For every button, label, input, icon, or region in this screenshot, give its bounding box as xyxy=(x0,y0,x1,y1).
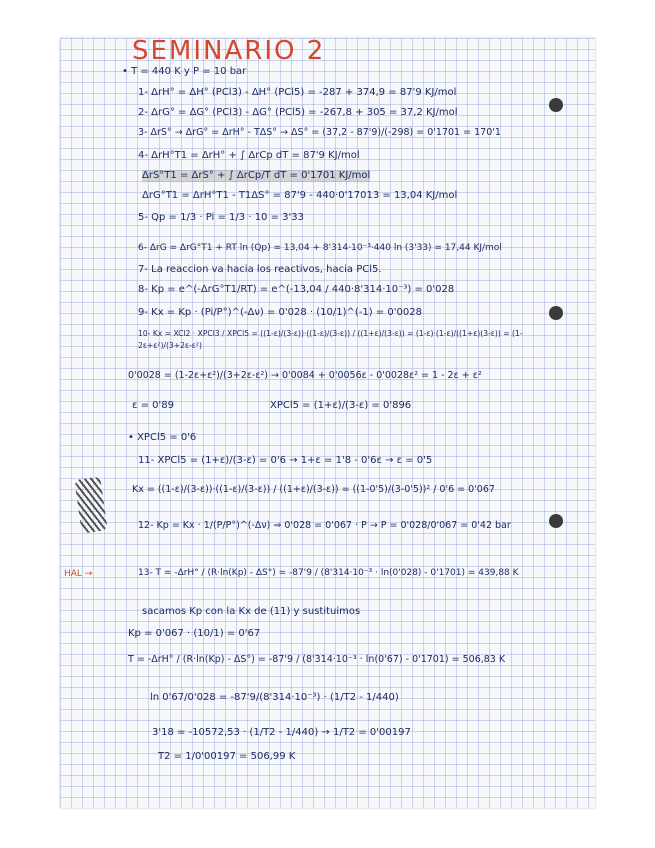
step-4: 4- ΔrH°T1 = ΔrH° + ∫ ΔrCp dT = 87'9 KJ/mol xyxy=(138,150,360,161)
substitution-note: sacamos Kp con la Kx de (11) y sustituimos xyxy=(142,606,361,617)
step-4-gibbs: ΔrG°T1 = ΔrH°T1 - T1ΔS° = 87'9 - 440·0'17013 = 13,04 KJ/mol xyxy=(142,190,458,201)
vant-hoff-equation: ln 0'67/0'028 = -87'9/(8'314·10⁻³) · (1/T2 - 1/440) xyxy=(150,692,399,703)
step-12: 12- Kp = Kx · 1/(P/P°)^(-Δν) ⇒ 0'028 = 0'067 · P → P = 0'028/0'067 = 0'42 bar xyxy=(138,520,511,531)
kp-recalc: Kp = 0'067 · (10/1) = 0'67 xyxy=(128,628,261,639)
binder-hole xyxy=(549,514,563,528)
page-title: SEMINARIO 2 xyxy=(132,36,326,66)
vant-hoff-step: 3'18 = -10572,53 · (1/T2 - 1/440) → 1/T2 = 0'00197 xyxy=(152,727,411,738)
conditions-line: • T = 440 K y P = 10 bar xyxy=(122,66,247,77)
step-2: 2- ΔrG° = ΔG° (PCl3) - ΔG° (PCl5) = -267,8 + 305 = 37,2 KJ/mol xyxy=(138,107,458,118)
step-1: 1- ΔrH° = ΔH° (PCl3) - ΔH° (PCl5) = -287 + 374,9 = 87'9 KJ/mol xyxy=(138,87,457,98)
new-condition: • XPCl5 = 0'6 xyxy=(128,432,197,443)
step-8: 8- Kp = e^(-ΔrG°T1/RT) = e^(-13,04 / 440·8'314·10⁻³) = 0'028 xyxy=(138,284,455,295)
binder-hole xyxy=(549,98,563,112)
step-11-kx: Kx = ((1-ε)/(3-ε))·((1-ε)/(3-ε)) / ((1+ε)/(3-ε)) = ((1-0'5)/(3-0'5))² / 0'6 = 0'067 xyxy=(132,484,495,495)
step-5: 5- Qp = 1/3 · Pi = 1/3 · 10 = 3'33 xyxy=(138,212,304,223)
xpcl5-result: XPCl5 = (1+ε)/(3-ε) = 0'896 xyxy=(270,400,412,411)
hal-margin-mark: HAL → xyxy=(64,569,93,579)
binder-hole xyxy=(549,306,563,320)
step-13: 13- T = -ΔrH° / (R·ln(Kp) - ΔS°) = -87'9 / (8'314·10⁻³ · ln(0'028) - 0'1701) = 439,88 K xyxy=(138,568,519,578)
t2-result: T2 = 1/0'00197 = 506,99 K xyxy=(158,751,296,762)
epsilon-result: ε = 0'89 xyxy=(132,400,174,411)
step-3: 3- ΔrS° → ΔrG° = ΔrH° - TΔS° → ΔS° = (37,2 - 87'9)/(-298) = 0'1701 = 170'1 xyxy=(138,127,501,138)
step-6: 6- ΔrG = ΔrG°T1 + RT ln (Qp) = 13,04 + 8'314·10⁻³·440 ln (3'33) = 17,44 KJ/mol xyxy=(138,243,502,253)
step-10-equation: 0'0028 = (1-2ε+ε²)/(3+2ε-ε²) → 0'0084 + 0'0056ε - 0'0028ε² = 1 - 2ε + ε² xyxy=(128,370,482,381)
step-4-entropy: ΔrS°T1 = ΔrS° + ∫ ΔrCp/T dT = 0'1701 KJ/mol xyxy=(142,170,371,181)
temperature-calc: T = -ΔrH° / (R·ln(Kp) - ΔS°) = -87'9 / (8'314·10⁻³ · ln(0'67) - 0'1701) = 506,83 K xyxy=(128,654,506,665)
step-9: 9- Kx = Kp · (Pi/P°)^(-Δν) = 0'028 · (10/1)^(-1) = 0'0028 xyxy=(138,307,422,318)
step-7: 7- La reaccion va hacia los reactivos, hacia PCl5. xyxy=(138,264,382,275)
step-11: 11- XPCl5 = (1+ε)/(3-ε) = 0'6 → 1+ε = 1'8 - 0'6ε → ε = 0'5 xyxy=(138,455,433,466)
step-10: 10- Kx = XCl2 · XPCl3 / XPCl5 = ((1-ε)/(3-ε))·((1-ε)/(3-ε)) / ((1+ε)/(3-ε)) = (1-ε)·(1-ε)/((1+ε)(3-ε)) = (1-2ε+ε²)/(3+2ε-ε²) xyxy=(138,329,523,350)
